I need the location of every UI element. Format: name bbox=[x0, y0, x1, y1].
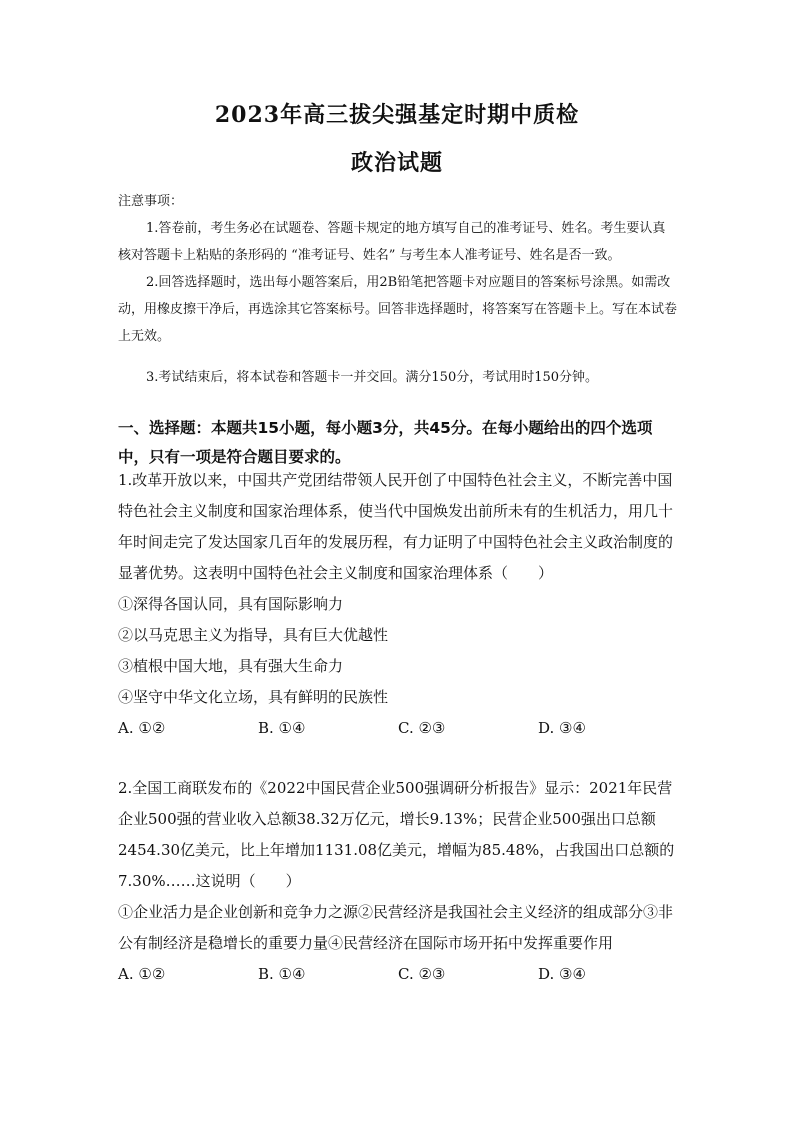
question-2-stem: 2.全国工商联发布的《2022中国民营企业500强调研分析报告》显示：2021年民营企业500强的营业收入总额38.32万亿元，增长9.13%；民营企业500强出口总额2454.30亿美元，比上年增加1131.08亿美元，增幅为85.48%，占我国出口总额的7.30%……这说明（ ） bbox=[118, 779, 675, 890]
question-2 bbox=[118, 773, 678, 990]
question-1-statement-2: ②以马克思主义为指导，具有巨大优越性 bbox=[118, 626, 389, 644]
instructions-heading: 注意事项： bbox=[118, 194, 184, 209]
exam-subject: 政治试题 bbox=[350, 150, 443, 176]
question-1-stem: 1.改革开放以来，中国共产党团结带领人民开创了中国特色社会主义，不断完善中国特色社会主义制度和国家治理体系，使当代中国焕发出前所未有的生机活力，用几十年时间走完了发达国家几百年的发展历程，有力证明了中国特色社会主义政治制度的显著优势。这表明中国特色社会主义制度和国家治理体系（ ） bbox=[118, 471, 674, 582]
instruction-3: 3.考试结束后，将本试卷和答题卡一并交回。满分150分，考试用时150分钟。 bbox=[146, 370, 599, 385]
instruction-2: 2.回答选择题时，选出每小题答案后，用2B铅笔把答题卡对应题目的答案标号涂黑。如需改动，用橡皮擦干净后，再选涂其它答案标号。回答非选择题时，将答案写在答题卡上。写在本试卷上无效。 bbox=[118, 275, 678, 344]
section-1-heading: 一、选择题：本题共15小题，每小题3分，共45分。在每小题给出的四个选项中，只有一项是符合题目要求的。 bbox=[118, 419, 653, 466]
option-b: B. ①④ bbox=[258, 719, 306, 737]
option-d: D. ③④ bbox=[538, 719, 586, 737]
exam-title: 2023年高三拔尖强基定时期中质检 bbox=[214, 102, 580, 128]
option-c: C. ②③ bbox=[398, 719, 446, 737]
option-a: A. ①② bbox=[118, 719, 166, 737]
question-1-statement-1: ①深得各国认同，具有国际影响力 bbox=[118, 595, 344, 613]
option-a: A. ①② bbox=[118, 965, 166, 983]
section-heading bbox=[118, 414, 678, 472]
instruction-1: 1.答卷前，考生务必在试题卷、答题卡规定的地方填写自己的准考证号、姓名。考生要认真核对答题卡上粘贴的条形码的 “准考证号、姓名” 与考生本人准考证号、姓名是否一致。 bbox=[118, 221, 666, 263]
option-d: D. ③④ bbox=[538, 965, 586, 983]
question-1-options bbox=[118, 713, 678, 744]
question-1-statement-4: ④坚守中华文化立场，具有鲜明的民族性 bbox=[118, 688, 389, 706]
question-1-statement-3: ③植根中国大地，具有强大生命力 bbox=[118, 657, 344, 675]
option-b: B. ①④ bbox=[258, 965, 306, 983]
option-c: C. ②③ bbox=[398, 965, 446, 983]
instructions bbox=[118, 188, 678, 391]
question-2-statements: ①企业活力是企业创新和竞争力之源②民营经济是我国社会主义经济的组成部分③非公有制经济是稳增长的重要力量④民营经济在国际市场开拓中发挥重要作用 bbox=[118, 903, 674, 952]
question-2-options bbox=[118, 959, 678, 990]
question-1 bbox=[118, 465, 678, 744]
